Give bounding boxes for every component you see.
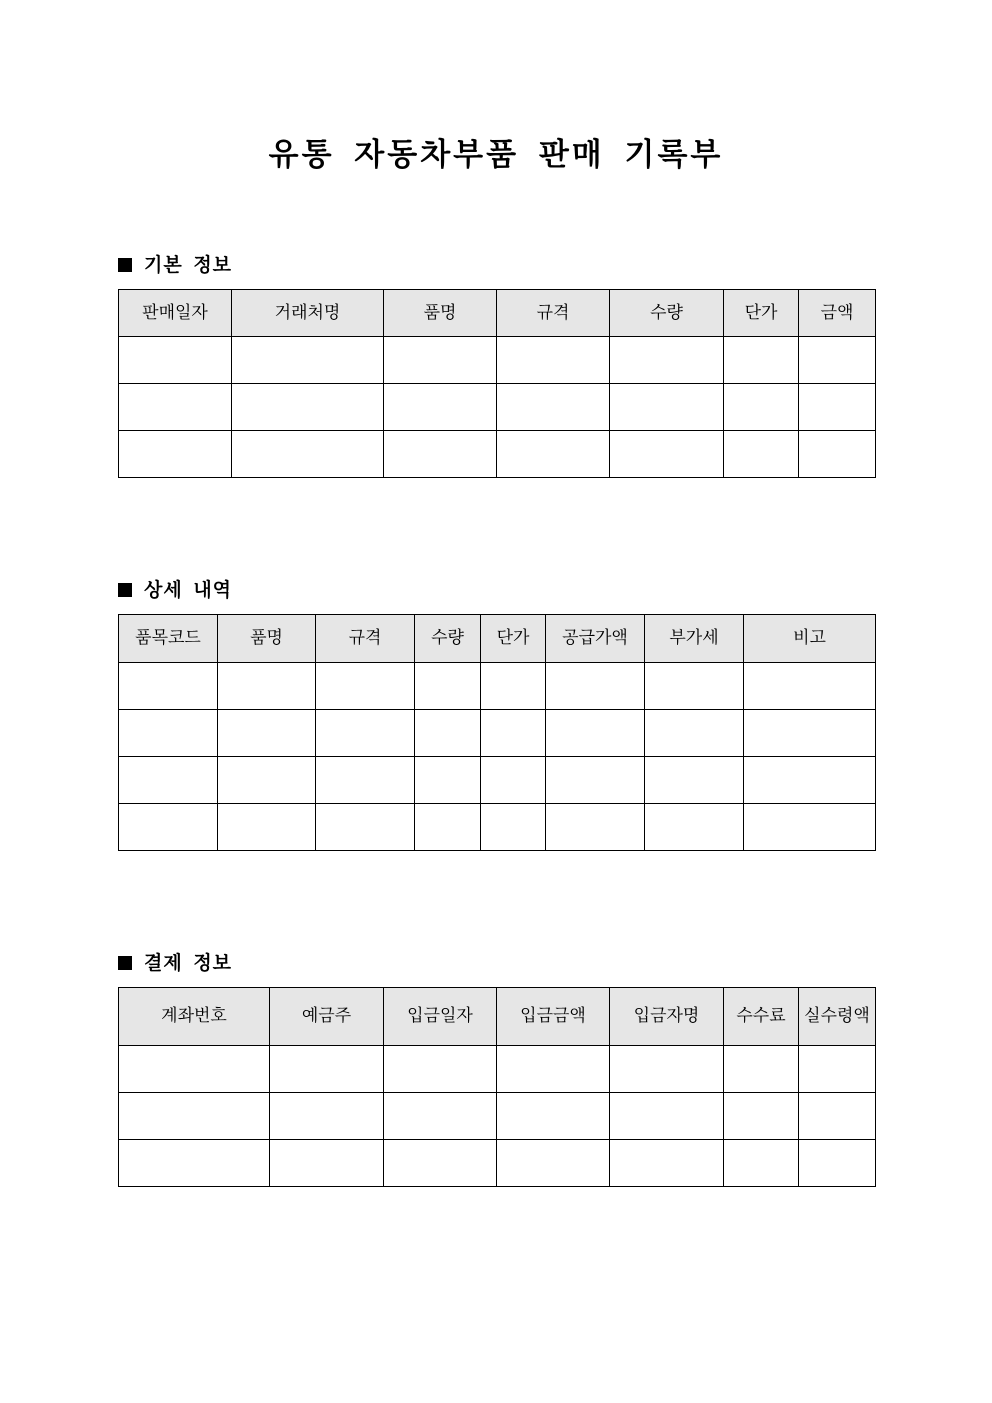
table-cell[interactable] — [799, 1140, 876, 1187]
table-header-row — [119, 988, 876, 1046]
table-row — [119, 804, 876, 851]
payment-info-table — [118, 987, 876, 1187]
table-cell[interactable] — [546, 757, 645, 804]
section-heading-detail — [118, 576, 232, 604]
column-header: 품명 — [384, 290, 497, 337]
table-header-row — [119, 615, 876, 663]
table-cell[interactable] — [119, 431, 232, 478]
column-header: 수수료 — [724, 988, 799, 1046]
column-header: 금액 — [799, 290, 876, 337]
table-row — [119, 1093, 876, 1140]
section-heading-basic-label: 기본 정보 — [144, 254, 233, 276]
table-cell[interactable] — [119, 384, 232, 431]
table-cell[interactable] — [384, 1046, 497, 1093]
column-header: 규격 — [316, 615, 415, 663]
table-cell[interactable] — [724, 431, 799, 478]
column-header: 비고 — [744, 615, 876, 663]
table-cell[interactable] — [610, 1093, 724, 1140]
column-header: 계좌번호 — [119, 988, 270, 1046]
table-cell[interactable] — [316, 663, 415, 710]
column-header: 입금자명 — [610, 988, 724, 1046]
table-cell[interactable] — [724, 1140, 799, 1187]
table-row — [119, 384, 876, 431]
table-header-row — [119, 290, 876, 337]
table-cell[interactable] — [316, 804, 415, 851]
column-header: 입금일자 — [384, 988, 497, 1046]
column-header: 단가 — [724, 290, 799, 337]
table-cell[interactable] — [645, 710, 744, 757]
table-cell[interactable] — [724, 1046, 799, 1093]
table-cell[interactable] — [546, 710, 645, 757]
column-header: 거래처명 — [232, 290, 384, 337]
table-cell[interactable] — [232, 384, 384, 431]
page-title: 유통 자동차부품 판매 기록부 — [268, 137, 724, 173]
table-cell[interactable] — [610, 1046, 724, 1093]
basic-info-table — [118, 289, 876, 478]
table-cell[interactable] — [218, 804, 316, 851]
table-cell[interactable] — [497, 1046, 610, 1093]
table-row — [119, 1046, 876, 1093]
table-cell[interactable] — [119, 757, 218, 804]
table-cell[interactable] — [481, 710, 546, 757]
table-cell[interactable] — [799, 384, 876, 431]
table-cell[interactable] — [218, 710, 316, 757]
table-cell[interactable] — [119, 804, 218, 851]
section-marker-icon — [118, 258, 132, 272]
table-cell[interactable] — [546, 804, 645, 851]
table-cell[interactable] — [415, 804, 481, 851]
section-marker-icon — [118, 583, 132, 597]
table-cell[interactable] — [645, 663, 744, 710]
column-header: 품명 — [218, 615, 316, 663]
table-cell[interactable] — [724, 337, 799, 384]
table-cell[interactable] — [119, 337, 232, 384]
table-cell[interactable] — [218, 757, 316, 804]
section-heading-payment-label: 결제 정보 — [144, 952, 233, 974]
column-header: 입금금액 — [497, 988, 610, 1046]
table-cell[interactable] — [232, 431, 384, 478]
table-cell[interactable] — [724, 384, 799, 431]
column-header: 공급가액 — [546, 615, 645, 663]
column-header: 수량 — [610, 290, 724, 337]
detail-table — [118, 614, 876, 851]
table-cell[interactable] — [744, 710, 876, 757]
table-cell[interactable] — [119, 710, 218, 757]
table-cell[interactable] — [384, 337, 497, 384]
table-cell[interactable] — [415, 710, 481, 757]
section-heading-basic — [118, 251, 232, 279]
table-row — [119, 663, 876, 710]
table-cell[interactable] — [316, 757, 415, 804]
table-cell[interactable] — [610, 337, 724, 384]
column-header: 판매일자 — [119, 290, 232, 337]
table-cell[interactable] — [270, 1140, 384, 1187]
table-cell[interactable] — [799, 1093, 876, 1140]
column-header: 단가 — [481, 615, 546, 663]
column-header: 실수령액 — [799, 988, 876, 1046]
table-cell[interactable] — [481, 757, 546, 804]
table-cell[interactable] — [232, 337, 384, 384]
table-cell[interactable] — [799, 1046, 876, 1093]
table-cell[interactable] — [497, 384, 610, 431]
table-cell[interactable] — [384, 384, 497, 431]
table-cell[interactable] — [119, 1093, 270, 1140]
table-cell[interactable] — [799, 337, 876, 384]
table-cell[interactable] — [119, 1140, 270, 1187]
table-cell[interactable] — [744, 757, 876, 804]
table-cell[interactable] — [384, 1140, 497, 1187]
section-heading-payment — [118, 949, 232, 977]
table-cell[interactable] — [744, 804, 876, 851]
column-header: 부가세 — [645, 615, 744, 663]
table-cell[interactable] — [481, 804, 546, 851]
table-cell[interactable] — [497, 1140, 610, 1187]
table-row — [119, 710, 876, 757]
table-cell[interactable] — [497, 431, 610, 478]
table-cell[interactable] — [799, 431, 876, 478]
table-cell[interactable] — [384, 431, 497, 478]
table-cell[interactable] — [724, 1093, 799, 1140]
column-header: 수량 — [415, 615, 481, 663]
table-cell[interactable] — [119, 663, 218, 710]
table-cell[interactable] — [119, 1046, 270, 1093]
table-cell[interactable] — [316, 710, 415, 757]
table-cell[interactable] — [645, 757, 744, 804]
table-row — [119, 757, 876, 804]
table-cell[interactable] — [610, 431, 724, 478]
table-cell[interactable] — [270, 1093, 384, 1140]
column-header: 품목코드 — [119, 615, 218, 663]
table-cell[interactable] — [497, 1093, 610, 1140]
table-cell[interactable] — [270, 1046, 384, 1093]
section-heading-detail-label: 상세 내역 — [144, 579, 233, 601]
table-cell[interactable] — [645, 804, 744, 851]
table-cell[interactable] — [497, 337, 610, 384]
table-cell[interactable] — [481, 663, 546, 710]
column-header: 규격 — [497, 290, 610, 337]
table-row — [119, 1140, 876, 1187]
table-row — [119, 431, 876, 478]
table-cell[interactable] — [610, 384, 724, 431]
table-cell[interactable] — [218, 663, 316, 710]
table-cell[interactable] — [415, 757, 481, 804]
column-header: 예금주 — [270, 988, 384, 1046]
section-marker-icon — [118, 956, 132, 970]
table-cell[interactable] — [546, 663, 645, 710]
table-row — [119, 337, 876, 384]
table-cell[interactable] — [384, 1093, 497, 1140]
table-cell[interactable] — [744, 663, 876, 710]
table-cell[interactable] — [415, 663, 481, 710]
table-cell[interactable] — [610, 1140, 724, 1187]
